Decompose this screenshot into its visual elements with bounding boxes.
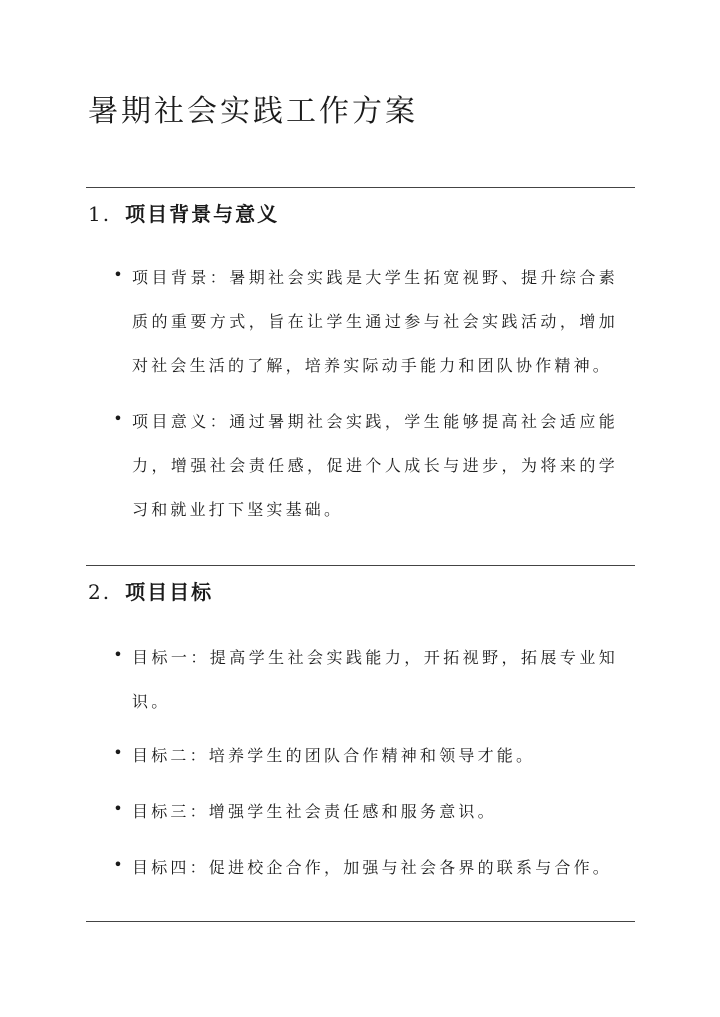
section-heading-goals [88,576,213,605]
bullet-icon: • [113,409,123,428]
bullet-icon: • [113,743,123,762]
list-item-text: 项目意义：通过暑期社会实践，学生能够提高社会适应能力，增强社会责任感，促进个人成长与进步，为将来的学习和就业打下坚实基础。 [132,412,618,519]
section-number: 2. [88,580,112,604]
document-title: 暑期社会实践工作方案 [88,94,418,129]
list-item-goal-1 [108,636,618,724]
list-item-background [108,256,618,388]
list-item-goal-2 [108,734,618,778]
list-item-text: 项目背景：暑期社会实践是大学生拓宽视野、提升综合素质的重要方式，旨在让学生通过参与社会实践活动，增加对社会生活的了解，培养实际动手能力和团队协作精神。 [132,268,618,375]
list-item-text: 目标一：提高学生社会实践能力，开拓视野，拓展专业知识。 [132,648,618,711]
list-item-goal-3 [108,790,618,834]
section-divider [86,921,635,922]
section-divider [86,187,635,188]
bullet-icon: • [113,645,123,664]
list-item-significance [108,400,618,532]
bullet-icon: • [113,799,123,818]
section-heading-text: 项目目标 [125,580,214,604]
section-number: 1. [88,202,112,226]
list-item-text: 目标二：培养学生的团队合作精神和领导才能。 [132,746,536,765]
bullet-icon: • [113,855,123,874]
section-divider [86,565,635,566]
list-item-text: 目标四：促进校企合作，加强与社会各界的联系与合作。 [132,858,613,877]
list-item-text: 目标三：增强学生社会责任感和服务意识。 [132,802,497,821]
bullet-icon: • [113,265,123,284]
section-heading-text: 项目背景与意义 [125,202,280,226]
section-heading-background [88,198,279,227]
list-item-goal-4 [108,846,618,890]
